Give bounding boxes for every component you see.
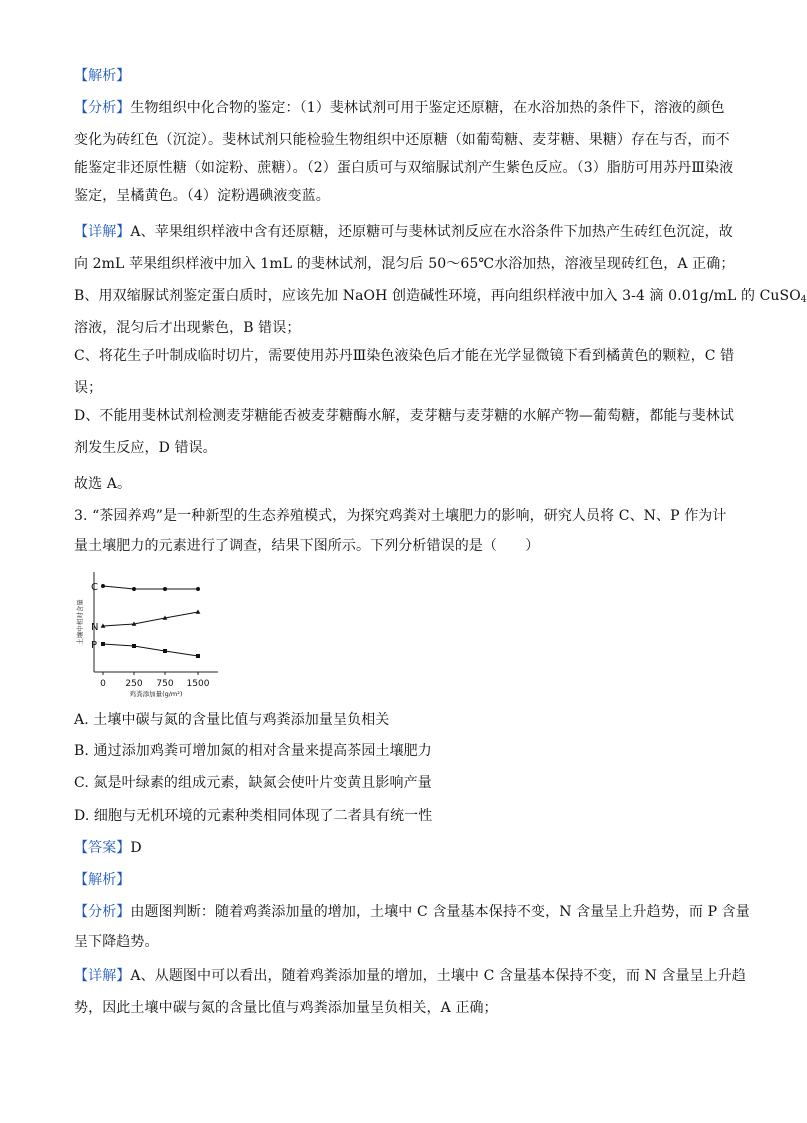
data-point: [132, 587, 136, 591]
line-text: 生物组织中化合物的鉴定：（1）斐林试剂可用于鉴定还原糖，在水浴加热的条件下，溶液的颜色: [130, 100, 725, 116]
text-line: [74, 254, 735, 274]
x-tick-label: 1500: [186, 679, 210, 689]
line-text: 故选 A。: [74, 476, 132, 492]
series-line-P: [103, 644, 198, 656]
data-point: [132, 644, 136, 648]
data-point: [163, 649, 167, 653]
line-text: 溶液，混匀后才出现紫色，B 错误；: [74, 320, 301, 336]
data-point: [196, 587, 200, 591]
text-line: [74, 966, 746, 986]
text-line: [74, 438, 724, 458]
x-axis-label: 鸡粪添加量(g/m²): [129, 690, 183, 698]
section-tag: 【分析】: [74, 904, 131, 920]
text-line: [74, 186, 724, 206]
line-text: 势，因此土壤中碳与氮的含量比值与鸡粪添加量呈负相关，A 正确；: [74, 1000, 498, 1016]
soil-element-chart: [76, 568, 224, 698]
line-text: D. 细胞与无机环境的元素种类相同体现了二者具有统一性: [74, 808, 433, 824]
line-text: 3. “茶园养鸡”是一种新型的生态养殖模式，为探究鸡粪对土壤肥力的影响，研究人员将 C、N、P 作为计: [74, 508, 727, 524]
series-line-N: [103, 612, 198, 626]
series-label: P: [91, 640, 98, 651]
text-line: [74, 286, 807, 310]
text-line: [74, 741, 724, 761]
section-tag: 【详解】: [74, 968, 131, 984]
data-point: [196, 654, 200, 658]
data-point: [163, 587, 167, 591]
section-tag: 【分析】: [74, 100, 131, 116]
data-point: [196, 610, 201, 614]
line-text: C、将花生子叶制成临时切片，需要使用苏丹Ⅲ染色液染色后才能在光学显微镜下看到橘黄色的颗粒，C 错: [74, 348, 735, 364]
series-label: N: [91, 622, 99, 633]
line-text: 能鉴定非还原性糖（如淀粉、蔗糖）。（2）蛋白质可与双缩脲试剂产生紫色反应。（3）脂肪可用苏丹Ⅲ染液: [74, 160, 734, 176]
line-text: B、用双缩脲试剂鉴定蛋白质时，应该先加 NaOH 创造碱性环境，再向组织样液中加入 3-4 滴 0.01g/mL 的 CuSO: [74, 288, 801, 304]
x-tick-label: 0: [100, 679, 106, 689]
section-tag: 【解析】: [74, 68, 131, 84]
text-line: [74, 158, 734, 178]
line-text: C. 氮是叶绿素的组成元素，缺氮会使叶片变黄且影响产量: [74, 775, 432, 791]
data-point: [101, 584, 105, 588]
text-line: [74, 998, 724, 1018]
text-line: [74, 346, 735, 366]
text-line: [74, 870, 724, 890]
text-line: [74, 773, 724, 793]
text-line: [74, 318, 724, 338]
text-line: [74, 66, 724, 86]
text-line: [74, 130, 730, 150]
series-label: C: [91, 582, 98, 593]
line-text: 呈下降趋势。: [74, 934, 159, 950]
line-text: 量土壤肥力的元素进行了调查，结果下图所示。下列分析错误的是（ ）: [74, 538, 540, 554]
text-line: [74, 474, 724, 494]
section-tag: 【答案】: [74, 840, 131, 856]
x-tick-label: 250: [125, 679, 143, 689]
section-tag: 【解析】: [74, 872, 131, 888]
x-tick-label: 750: [156, 679, 174, 689]
text-line: [74, 806, 724, 826]
line-text: 由题图判断：随着鸡粪添加量的增加，土壤中 C 含量基本保持不变，N 含量呈上升趋势，而 P 含量: [130, 904, 750, 920]
subscript: 4: [800, 295, 807, 305]
line-text: A. 土壤中碳与氮的含量比值与鸡粪添加量呈负相关: [74, 712, 390, 728]
text-line: [74, 406, 734, 426]
text-line: [74, 98, 724, 118]
text-line: [74, 902, 750, 922]
line-text: D、不能用斐林试剂检测麦芽糖能否被麦芽糖酶水解，麦芽糖与麦芽糖的水解产物—葡萄糖，都能与斐林试: [74, 408, 734, 424]
text-line: [74, 222, 733, 242]
section-tag: 【详解】: [74, 224, 131, 240]
line-text: 向 2mL 苹果组织样液中加入 1mL 的斐林试剂，混匀后 50～65℃水浴加热，溶液呈现砖红色，A 正确；: [74, 256, 735, 272]
line-text: B. 通过添加鸡粪可增加氮的相对含量来提高茶园土壤肥力: [74, 743, 432, 759]
line-text: A、苹果组织样液中含有还原糖，还原糖可与斐林试剂反应在水浴条件下加热产生砖红色沉淀，故: [130, 224, 733, 240]
text-line: [74, 378, 724, 398]
series-line-C: [103, 586, 198, 589]
line-text: 鉴定，呈橘黄色。（4）淀粉遇碘液变蓝。: [74, 188, 330, 204]
text-line: [74, 838, 724, 858]
line-text: 误；: [74, 380, 103, 396]
line-text: A、从题图中可以看出，随着鸡粪添加量的增加，土壤中 C 含量基本保持不变，而 N 含量呈上升趋: [130, 968, 746, 984]
text-line: [74, 536, 724, 556]
line-text: 变化为砖红色（沉淀）。斐林试剂只能检验生物组织中还原糖（如葡萄糖、麦芽糖、果糖）存在与否，而不: [74, 132, 730, 148]
data-point: [101, 642, 105, 646]
line-text: D: [130, 840, 142, 856]
line-text: 剂发生反应，D 错误。: [74, 440, 217, 456]
text-line: [74, 710, 724, 730]
text-line: [74, 932, 724, 952]
y-axis-label: 土壤中相对含量: [76, 599, 84, 645]
text-line: [74, 506, 727, 526]
